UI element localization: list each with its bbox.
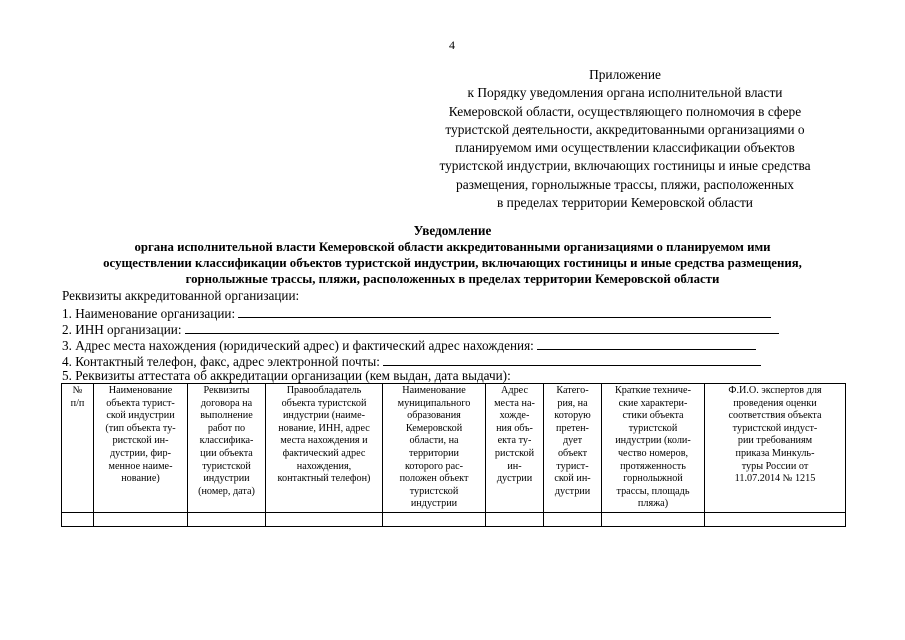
header-cell-address: Адрес места на- хожде- ния объ- екта ту- ристской ин- дустрии: [486, 384, 544, 513]
field-attestat: 5. Реквизиты аттестата об аккредитации организации (кем выдан, дата выдачи):: [62, 368, 511, 383]
header-cell-object-name: Наименование объекта турист- ской индустрии (тип объекта ту- ристской ин- дустрии, фир- менное наиме- нование): [94, 384, 188, 513]
appendix-line: туристской деятельности, аккредитованными организациями о: [445, 121, 805, 137]
header-cell-contract: Реквизиты договора на выполнение работ по классифика- ции объекта туристской индустрии (номер, дата): [188, 384, 266, 513]
appendix-block: [410, 66, 840, 212]
field-blank-line[interactable]: [383, 353, 761, 366]
appendix-line: размещения, горнолыжные трассы, пляжи, расположенных: [456, 176, 794, 192]
table-cell[interactable]: [602, 512, 705, 526]
appendix-line: в пределах территории Кемеровской области: [497, 195, 753, 211]
table-cell[interactable]: [188, 512, 266, 526]
appendix-line: Приложение: [589, 67, 661, 82]
notice-subtitle-line: органа исполнительной власти Кемеровской области аккредитованными организациями о планируемом ими: [134, 240, 771, 254]
header-cell-experts: Ф.И.О. экспертов для проведения оценки соответствия объекта туристской индуст- рии требованиям приказа Минкуль- туры России от 11.07.2014 № 1215: [705, 384, 846, 513]
field-blank-line[interactable]: [185, 321, 779, 334]
notice-subtitle-line: осуществлении классификации объектов туристской индустрии, включающих гостиницы и иные средства размещения,: [103, 256, 802, 270]
header-cell-characteristics: Краткие техниче- ские характери- стики объекта туристской индустрии (коли- чество номеров, протяженность горнолыжной трассы, площадь пляжа): [602, 384, 705, 513]
appendix-line: планируемом ими осуществлении классификации объектов: [455, 140, 795, 156]
page-number: 4: [449, 38, 455, 52]
field-inn[interactable]: [62, 321, 779, 338]
field-label: 1. Наименование организации:: [62, 306, 236, 321]
notice-subtitle-line: горнолыжные трассы, пляжи, расположенных в пределах территории Кемеровской области: [185, 272, 720, 286]
header-cell-owner: Правообладатель объекта туристской индустрии (наиме- нование, ИНН, адрес места нахождения и фактический адрес нахождения, контактный телефон): [266, 384, 383, 513]
appendix-line: к Порядку уведомления органа исполнительной власти: [467, 85, 783, 101]
field-blank-line[interactable]: [238, 305, 771, 318]
appendix-line: туристской индустрии, включающих гостиницы и иные средства: [439, 158, 811, 174]
table-cell[interactable]: [62, 512, 94, 526]
table-cell[interactable]: [266, 512, 383, 526]
table-cell[interactable]: [544, 512, 602, 526]
table-cell[interactable]: [705, 512, 846, 526]
header-cell-category: Катего- рия, на которую претен- дует объект турист- ской ин- дустрии: [544, 384, 602, 513]
requisites-heading: Реквизиты аккредитованной организации:: [62, 288, 300, 303]
field-organization-name[interactable]: [62, 305, 771, 322]
table-cell[interactable]: [383, 512, 486, 526]
field-address[interactable]: [62, 337, 756, 354]
appendix-line: Кемеровской области, осуществляющего полномочия в сфере: [448, 103, 802, 119]
notice-title: Уведомление: [413, 223, 492, 238]
field-blank-line[interactable]: [537, 337, 756, 350]
objects-table: [61, 383, 846, 527]
field-label: 2. ИНН организации:: [62, 322, 182, 337]
notice-subtitle: [30, 239, 875, 287]
table-header-row: [62, 384, 846, 513]
table-cell[interactable]: [94, 512, 188, 526]
field-label: 3. Адрес места нахождения (юридический адрес) и фактический адрес нахождения:: [62, 338, 534, 353]
table-row: [62, 512, 846, 526]
header-cell-municipality: Наименование муниципального образования Кемеровской области, на территории которого рас- положен объект туристской индустрии: [383, 384, 486, 513]
table-cell[interactable]: [486, 512, 544, 526]
field-label: 4. Контактный телефон, факс, адрес электронной почты:: [62, 354, 380, 369]
header-cell-number: № п/п: [62, 384, 94, 513]
